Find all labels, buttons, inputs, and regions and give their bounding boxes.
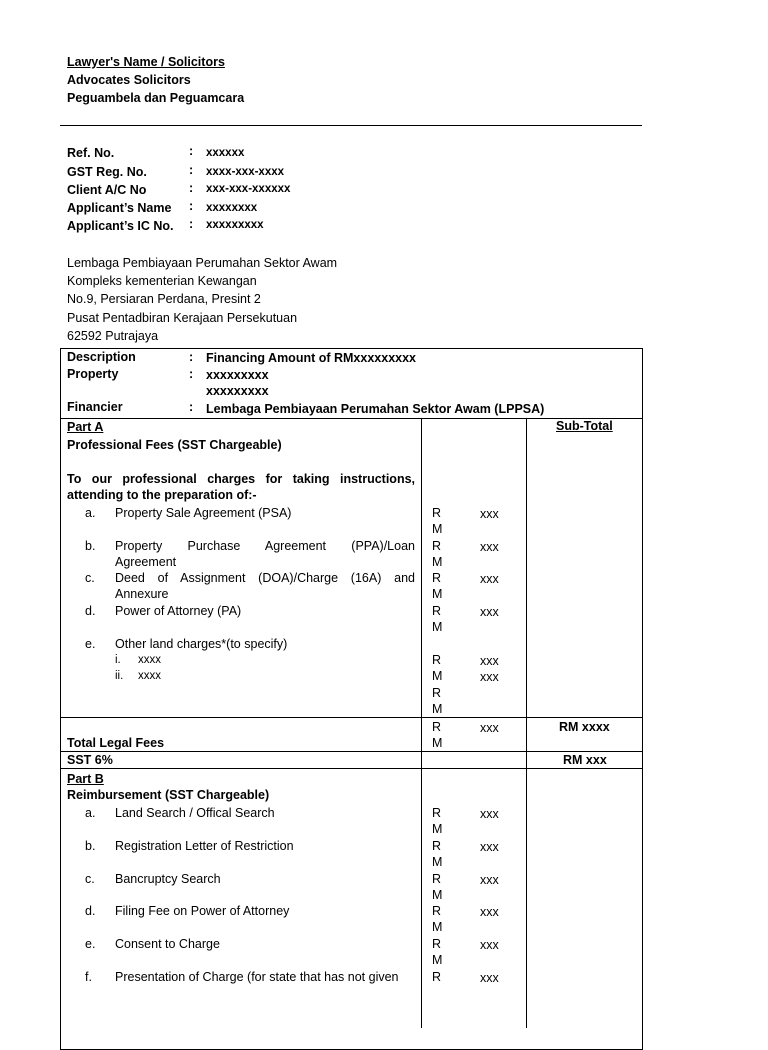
amount: xxx: [480, 938, 499, 952]
colon: :: [189, 367, 194, 381]
gst-reg-label: GST Reg. No.: [67, 165, 147, 179]
rm-r: R: [432, 571, 442, 585]
item-bankruptcy-search: Bancruptcy Search: [115, 872, 221, 886]
item-consent-to-charge: Consent to Charge: [115, 937, 220, 951]
item-psa: Property Sale Agreement (PSA): [115, 506, 292, 520]
rm-r: R: [432, 653, 442, 667]
item-letter: e.: [85, 637, 96, 651]
colon: :: [189, 144, 194, 158]
address-line: Pusat Pentadbiran Kerajaan Persekutuan: [67, 311, 298, 325]
colon: :: [189, 199, 194, 213]
rm-m: M: [432, 855, 443, 869]
item-ppa-cont: Agreement: [115, 555, 177, 569]
amount: xxx: [480, 507, 499, 521]
rm-m: M: [432, 587, 443, 601]
item-letter: b.: [85, 839, 96, 853]
rm-r: R: [432, 806, 442, 820]
item-doa-cont: Annexure: [115, 587, 169, 601]
item-letter: a.: [85, 806, 96, 820]
description-label: Description: [67, 350, 136, 364]
amount: xxx: [480, 840, 499, 854]
subitem-text: xxxx: [138, 670, 161, 682]
part-b-subtitle: Reimbursement (SST Chargeable): [67, 788, 270, 802]
rm-m: M: [432, 953, 443, 967]
colon: :: [189, 400, 194, 414]
sst-label: SST 6%: [67, 753, 113, 767]
client-ac-label: Client A/C No: [67, 183, 147, 197]
item-letter: d.: [85, 904, 96, 918]
amount: xxx: [480, 971, 499, 985]
description-value: Financing Amount of RMxxxxxxxxx: [206, 351, 416, 365]
rm-m: M: [432, 555, 443, 569]
item-ppa: Property Purchase Agreement (PPA)/Loan: [115, 539, 415, 553]
firm-line-3: Peguambela dan Peguamcara: [67, 91, 245, 105]
amount: xxx: [480, 807, 499, 821]
colon: :: [189, 350, 194, 364]
financier-value: Lembaga Pembiayaan Perumahan Sektor Awam (LPPSA): [206, 402, 545, 416]
ref-no-label: Ref. No.: [67, 146, 115, 160]
property-value-2: xxxxxxxxx: [206, 384, 269, 398]
address-line: No.9, Persiaran Perdana, Presint 2: [67, 292, 261, 306]
item-pa: Power of Attorney (PA): [115, 604, 242, 618]
subitem-text: xxxx: [138, 654, 161, 666]
rm-r: R: [432, 539, 442, 553]
part-b-title: Part B: [67, 772, 104, 786]
applicant-ic-label: Applicant’s IC No.: [67, 219, 174, 233]
amount: xxx: [480, 605, 499, 619]
table-rule: [60, 751, 642, 752]
part-a-title: Part A: [67, 420, 104, 434]
address-line: Kompleks kementerian Kewangan: [67, 274, 257, 288]
intro-line-1: To our professional charges for taking instructions,: [67, 472, 415, 486]
gst-reg-value: xxxx-xxx-xxxx: [206, 166, 285, 178]
amount: xxx: [480, 654, 499, 668]
rm-m: M: [432, 736, 443, 750]
table-rule: [60, 717, 642, 718]
item-letter: c.: [85, 571, 95, 585]
table-col-rule: [421, 418, 422, 1028]
total-legal-fees-label: Total Legal Fees: [67, 736, 165, 750]
rm-r: R: [432, 506, 442, 520]
amount: xxx: [480, 572, 499, 586]
item-land-search: Land Search / Offical Search: [115, 806, 275, 820]
item-letter: b.: [85, 539, 96, 553]
colon: :: [189, 181, 194, 195]
rm-r: R: [432, 604, 442, 618]
amount: xxx: [480, 721, 499, 735]
item-presentation-of-charge: Presentation of Charge (for state that has not given: [115, 970, 399, 984]
rm-m: M: [432, 669, 443, 683]
amount: xxx: [480, 873, 499, 887]
item-letter: c.: [85, 872, 95, 886]
table-col-rule: [526, 418, 527, 1028]
rm-r: R: [432, 937, 442, 951]
rm-r: R: [432, 872, 442, 886]
item-doa: Deed of Assignment (DOA)/Charge (16A) and: [115, 571, 415, 585]
item-letter: e.: [85, 937, 96, 951]
item-letter-of-restriction: Registration Letter of Restriction: [115, 839, 294, 853]
amount: xxx: [480, 905, 499, 919]
applicant-name-label: Applicant’s Name: [67, 201, 172, 215]
subitem-roman: ii.: [115, 670, 124, 682]
address-line: 62592 Putrajaya: [67, 329, 159, 343]
firm-name: Lawyer's Name / Solicitors: [67, 55, 225, 69]
part-a-subtitle: Professional Fees (SST Chargeable): [67, 438, 282, 452]
rm-r: R: [432, 970, 442, 984]
firm-line-2: Advocates Solicitors: [67, 73, 191, 87]
property-label: Property: [67, 367, 119, 381]
rm-r: R: [432, 720, 442, 734]
rm-r: R: [432, 686, 442, 700]
applicant-ic-value: xxxxxxxxx: [206, 219, 264, 231]
amount: xxx: [480, 670, 499, 684]
property-value-1: xxxxxxxxx: [206, 368, 269, 382]
rm-r: R: [432, 904, 442, 918]
address-line: Lembaga Pembiayaan Perumahan Sektor Awam: [67, 256, 338, 270]
rm-m: M: [432, 620, 443, 634]
item-letter: f.: [85, 970, 92, 984]
sst-subtotal: RM xxx: [563, 753, 607, 767]
rm-m: M: [432, 888, 443, 902]
rm-m: M: [432, 822, 443, 836]
rm-m: M: [432, 702, 443, 716]
subitem-roman: i.: [115, 654, 121, 666]
total-legal-fees-subtotal: RM xxxx: [559, 720, 610, 734]
financier-label: Financier: [67, 400, 123, 414]
colon: :: [189, 217, 194, 231]
item-letter: d.: [85, 604, 96, 618]
applicant-name-value: xxxxxxxx: [206, 202, 258, 214]
colon: :: [189, 163, 194, 177]
subtotal-header: Sub-Total: [556, 419, 613, 433]
item-letter: a.: [85, 506, 96, 520]
rm-r: R: [432, 839, 442, 853]
table-rule: [60, 418, 642, 419]
rm-m: M: [432, 522, 443, 536]
intro-line-2: attending to the preparation of:-: [67, 488, 257, 502]
header-divider: [60, 125, 642, 126]
rm-m: M: [432, 920, 443, 934]
item-filing-fee: Filing Fee on Power of Attorney: [115, 904, 290, 918]
item-other-charges: Other land charges*(to specify): [115, 637, 288, 651]
amount: xxx: [480, 540, 499, 554]
ref-no-value: xxxxxx: [206, 147, 245, 159]
table-rule: [60, 768, 642, 769]
client-ac-value: xxx-xxx-xxxxxx: [206, 183, 291, 195]
